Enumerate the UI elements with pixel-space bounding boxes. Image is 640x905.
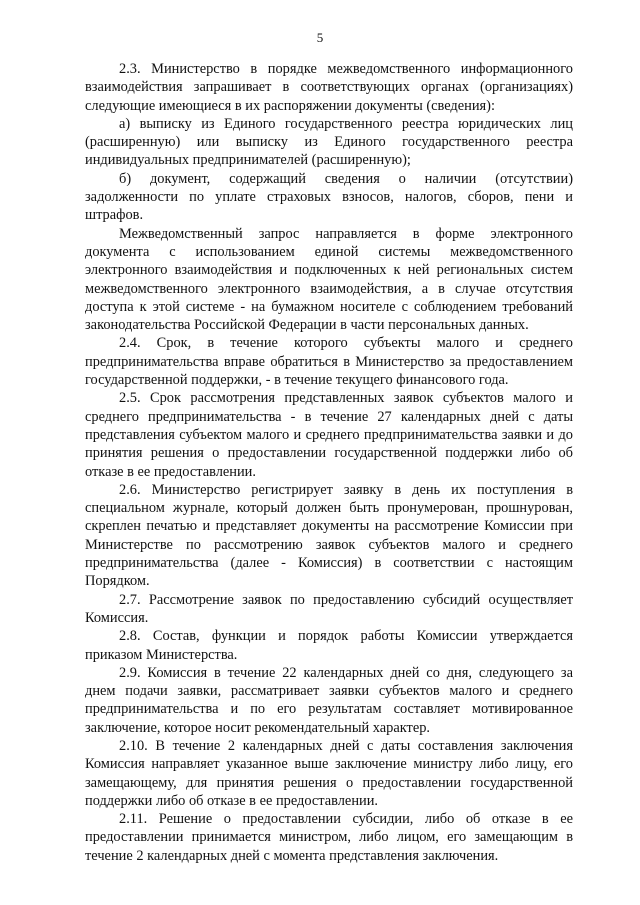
paragraph-2-9: 2.9. Комиссия в течение 22 календарных дней со дня, следующего за днем подачи заявки, рассматривает заявки субъектов малого и среднего предпринимательства и по его результатам составляет мотивированное заключение, которое носит рекомендательный характер. [85,664,573,736]
paragraph-2-3-b: б) документ, содержащий сведения о наличии (отсутствии) задолженности по уплате страховых взносов, налогов, сборов, пени и штрафов. [85,170,573,224]
paragraph-interagency-request: Межведомственный запрос направляется в форме электронного документа с использованием единой системы межведомственного электронного взаимодействия и подключенных к ней региональных систем межведомственного электронного взаимодействия, а в случае отсутствия доступа к этой системе - на бумажном носителе с соблюдением требований законодательства Российской Федерации в части персональных данных. [85,225,573,334]
paragraph-2-8: 2.8. Состав, функции и порядок работы Комиссии утверждается приказом Министерства. [85,628,573,663]
paragraph-2-5: 2.5. Срок рассмотрения представленных заявок субъектов малого и среднего предпринимательства - в течение 27 календарных дней с даты представления субъектом малого и среднего предпринимательства заявки и до принятия решения о предоставлении государственной поддержки либо об отказе в ее предоставлении. [85,390,573,480]
paragraph-2-11: 2.11. Решение о предоставлении субсидии, либо об отказе в ее предоставлении принимается министром, либо лицом, его замещающим в течение 2 календарных дней с момента представления заключения. [85,811,573,864]
paragraph-2-6: 2.6. Министерство регистрирует заявку в день их поступления в специальном журнале, который должен быть пронумерован, прошнурован, скреплен печатью и представляет документы на рассмотрение Комиссии при Министерстве по рассмотрению заявок субъектов малого и среднего предпринимательства (далее - Комиссия) в соответствии с настоящим Порядком. [85,481,573,590]
paragraph-2-7: 2.7. Рассмотрение заявок по предоставлению субсидий осуществляет Комиссия. [85,591,573,626]
page-number: 5 [316,30,324,45]
paragraph-2-3-a: а) выписку из Единого государственного реестра юридических лиц (расширенную) или выписку из Единого государственного реестра индивидуальных предпринимателей (расширенную); [85,115,573,169]
paragraph-2-10: 2.10. В течение 2 календарных дней с даты составления заключения Комиссия направляет указанное выше заключение министру либо лицу, его замещающему, для принятия решения о предоставлении государственной поддержки либо об отказе в ее предоставлении. [85,737,573,809]
paragraph-2-3: 2.3. Министерство в порядке межведомственного информационного взаимодействия запрашивает в соответствующих органах (организациях) следующие имеющиеся в их распоряжении документы (сведения): [85,61,573,114]
document-body [85,60,573,865]
paragraph-2-4: 2.4. Срок, в течение которого субъекты малого и среднего предпринимательства вправе обратиться в Министерство за предоставлением государственной поддержки, - в течение текущего финансового года. [85,335,573,389]
